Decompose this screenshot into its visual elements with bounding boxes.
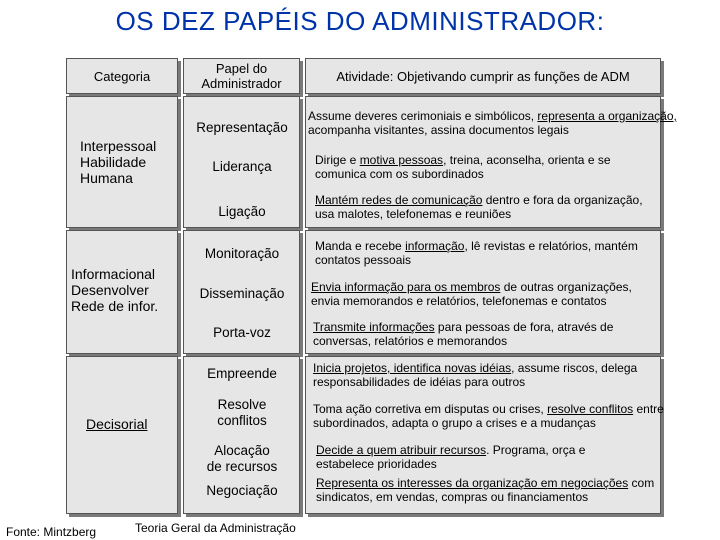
activity-highlight: resolve conflitos <box>547 402 634 416</box>
category-informacional: Informacional Desenvolver Rede de infor. <box>71 266 159 314</box>
role-lideranca: Liderança <box>212 159 272 174</box>
header-categoria <box>66 58 178 94</box>
activity-text: Toma ação corretiva em disputas ou crises, <box>313 402 548 416</box>
activity-representacao <box>308 110 708 137</box>
role-negociacao: Negociação <box>206 483 278 498</box>
role-monitoracao: Monitoração <box>204 246 280 261</box>
activity-highlight: informação <box>405 239 465 253</box>
page-title: OS DEZ PAPÉIS DO ADMINISTRADOR: <box>115 6 605 36</box>
activity-highlight: Envia informação para os membros <box>311 280 501 294</box>
activity-negociacao <box>316 477 656 504</box>
footer-source: Fonte: Mintzberg <box>6 525 97 539</box>
role-ligacao: Ligação <box>218 204 266 219</box>
activity-lideranca <box>315 154 655 181</box>
category-box-decisorial <box>66 356 178 514</box>
activity-alocacao-recursos <box>316 444 636 471</box>
activity-text: Dirige e <box>315 153 360 167</box>
activity-text: , assume riscos, delega responsabilidades de idéias para outros <box>313 361 638 389</box>
role-representacao: Representação <box>196 120 288 135</box>
header-papel <box>183 58 300 94</box>
activity-text: Manda e recebe <box>315 239 406 253</box>
activity-text: . Programa, orça e estabelece prioridades <box>316 443 586 471</box>
role-empreende: Empreende <box>207 366 277 381</box>
header-papel-label: Papel do Administrador <box>201 61 282 91</box>
activity-text: com sindicatos, em vendas, compras ou financiamentos <box>316 476 655 504</box>
activity-highlight: Representa os interesses da organização em negociações <box>316 476 629 490</box>
role-disseminacao: Disseminação <box>199 286 285 301</box>
activity-text: , lê revistas e relatórios, mantém contatos pessoais <box>315 239 638 267</box>
activity-text: de outras organizações, envia memorandos e relatórios, telefonemas e contatos <box>311 280 632 308</box>
activity-ligacao <box>315 194 655 221</box>
activity-highlight: motiva pessoas <box>359 153 444 167</box>
role-porta-voz: Porta-voz <box>213 325 271 340</box>
activity-highlight: Transmite informações <box>313 320 435 334</box>
activity-monitoracao <box>315 240 655 267</box>
activity-highlight: representa a organização, <box>537 109 677 123</box>
activity-empreende <box>313 362 653 389</box>
header-categoria-label: Categoria <box>93 68 151 84</box>
category-interpessoal: Interpessoal Habilidade Humana <box>80 138 157 186</box>
activity-disseminacao <box>311 281 661 308</box>
header-atividade <box>305 58 661 94</box>
activity-text: dentro e fora da organização, usa malotes, telefonemas e reuniões <box>315 193 643 221</box>
category-decisorial: Decisorial <box>86 416 148 432</box>
footer-book: Teoria Geral da Administração <box>135 521 296 535</box>
activity-text: para pessoas de fora, através de conversas, relatórios e memorandos <box>313 320 614 348</box>
role-resolve-conflitos: Resolve conflitos <box>217 397 267 428</box>
activity-text: Assume deveres cerimoniais e simbólicos, <box>308 109 538 123</box>
activity-porta-voz <box>313 321 658 348</box>
activity-highlight: Decide a quem atribuir recursos <box>316 443 487 457</box>
activity-text: acompanha visitantes, assina documentos legais <box>308 122 569 137</box>
role-alocacao-recursos: Alocação de recursos <box>206 443 278 474</box>
activity-resolve-conflitos <box>313 403 693 430</box>
activity-text: , treina, aconselha, orienta e se comunica com os subordinados <box>315 153 611 181</box>
activity-text: entre subordinados, adapta o grupo a crises e a mudanças <box>313 402 664 430</box>
activity-highlight: Inicia projetos, identifica novas idéias <box>313 361 512 375</box>
header-atividade-label: Atividade: Objetivando cumprir as funções de ADM <box>336 68 630 84</box>
activity-highlight: Mantém redes de comunicação <box>315 193 483 207</box>
